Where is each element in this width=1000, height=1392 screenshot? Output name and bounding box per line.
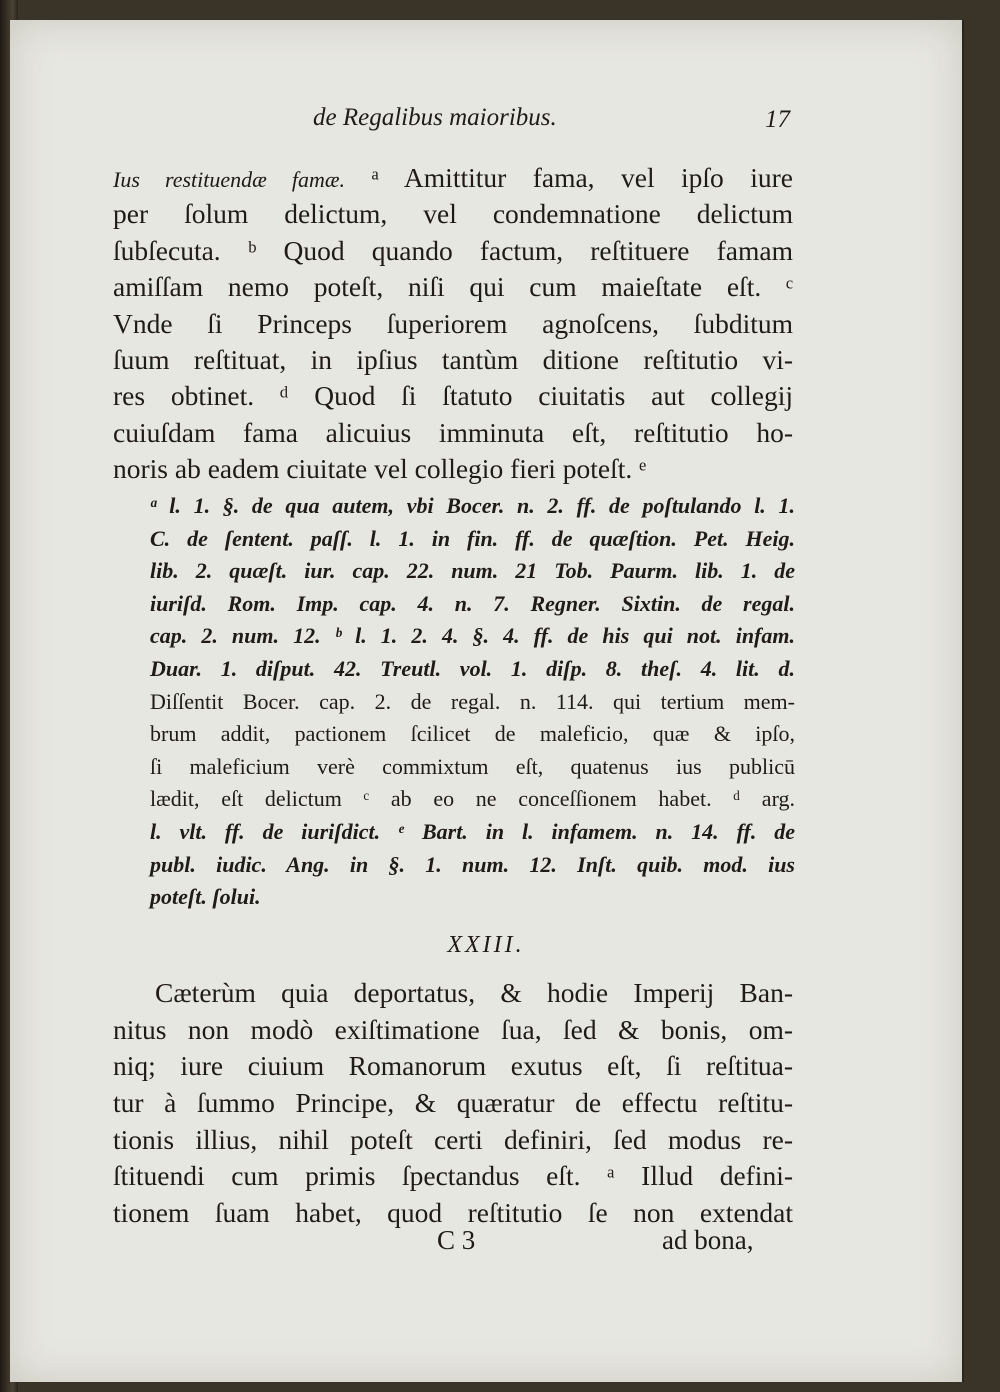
page-header (10, 104, 962, 144)
text-line: cuiuſdam fama alicuius imminuta eſt, reſtitutio ho- (113, 416, 793, 448)
main-paragraph (113, 160, 793, 488)
footnote-line: Duar. 1. diſput. 42. Treutl. vol. 1. diſp. 8. theſ. 4. lit. d. (150, 655, 795, 681)
footnote-line: iuriſd. Rom. Imp. cap. 4. n. 7. Regner. Sixtin. de regal. (150, 590, 795, 616)
footnote-line: lib. 2. quæſt. iur. cap. 22. num. 21 Tob. Paurm. lib. 1. de (150, 558, 795, 584)
footnote-line: Diſſentit Bocer. cap. 2. de regal. n. 114. qui tertium mem- (150, 688, 795, 714)
text-line: niq; iure ciuium Romanorum exutus eſt, ſi reſtitua- (113, 1050, 793, 1082)
text-line: tionis illius, nihil poteſt certi definiri, ſed modus re- (113, 1123, 793, 1155)
footnote-line: C. de ſentent. paſſ. l. 1. in fin. ff. de quæſtion. Pet. Heig. (150, 525, 795, 551)
text-line: ſuum reſtituat, in ipſius tantùm ditione reſtitutio vi- (113, 343, 793, 375)
text-line: nitus non modò exiſtimatione ſua, ſed & bonis, om- (113, 1013, 793, 1045)
page-number: 17 (765, 106, 790, 133)
footnote-line: ᵃ l. 1. §. de qua autem, vbi Bocer. n. 2. ff. de poſtulando l. 1. (150, 493, 795, 518)
footnote-line: cap. 2. num. 12. ᵇ l. 1. 2. 4. §. 4. ff. de his qui not. infam. (150, 623, 795, 649)
section-number: XXIII. (447, 932, 525, 958)
footnote-line: lædit, eſt delictum ᶜ ab eo ne conceſſionem habet. ᵈ arg. (150, 786, 795, 812)
text-line: ſubſecuta. ᵇ Quod quando factum, reſtituere famam (113, 234, 793, 266)
text-line: per ſolum delictum, vel condemnatione delictum (113, 198, 793, 230)
text-line: tur à ſummo Principe, & quæratur de effectu reſtitu- (113, 1087, 793, 1119)
second-paragraph (113, 975, 793, 1232)
footnote-line: l. vlt. ff. de iuriſdict. ᵉ Bart. in l. infamem. n. 14. ff. de (150, 818, 795, 844)
text-line: amiſſam nemo poteſt, niſi qui cum maieſtate eſt. ᶜ (113, 271, 793, 303)
text-line: noris ab eadem ciuitate vel collegio fieri poteſt. ᵉ (113, 453, 647, 485)
text-line: res obtinet. ᵈ Quod ſi ſtatuto ciuitatis aut collegij (113, 380, 793, 412)
text-line: Vnde ſi Princeps ſuperiorem agnoſcens, ſubditum (113, 307, 793, 339)
catchword: ad bona, (662, 1225, 754, 1255)
footnote-line: ſi maleficium verè commixtum eſt, quatenus ius publicū (150, 753, 795, 779)
footnote-line: poteſt. ſolui. (150, 884, 261, 910)
footnotes-block (150, 490, 795, 914)
book-page (10, 20, 964, 1382)
footnote-line: brum addit, pactionem ſcilicet de maleficio, quæ & ipſo, (150, 721, 795, 747)
page-footer (10, 1225, 962, 1265)
text-line: ſtituendi cum primis ſpectandus eſt. ᵃ Illud defini- (113, 1160, 793, 1192)
running-title: de Regalibus maioribus. (313, 104, 557, 131)
footnote-line: publ. iudic. Ang. in §. 1. num. 12. Inſt. quib. mod. ius (150, 851, 795, 877)
text-line: Cæterùm quia deportatus, & hodie Imperij Ban- (155, 977, 793, 1008)
marginal-heading: Ius restituendæ famæ. (113, 167, 346, 192)
text-line: Ius restituendæ famæ. ᵃ Amittitur fama, vel ipſo iure (113, 162, 793, 193)
text-line: tionem ſuam habet, quod reſtitutio ſe non extendat (113, 1197, 793, 1229)
signature-mark: C 3 (437, 1225, 476, 1255)
